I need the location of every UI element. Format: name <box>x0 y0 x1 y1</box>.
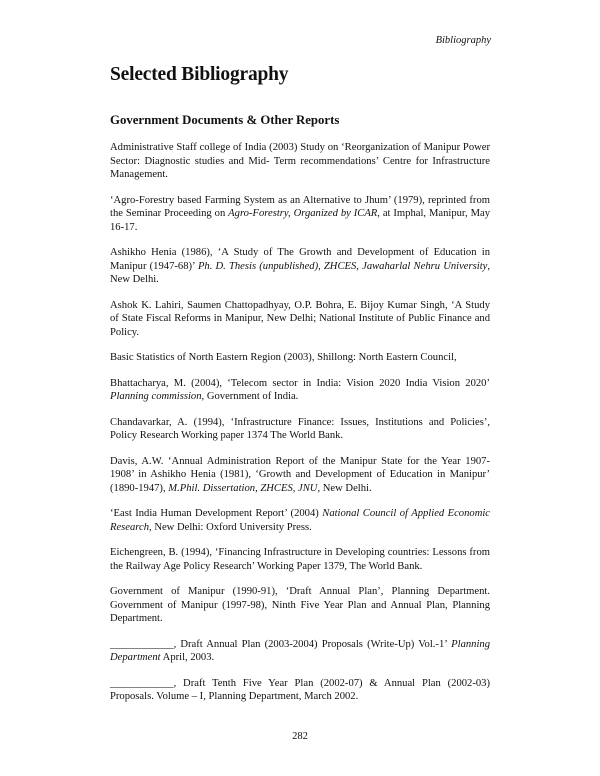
entry-text: , at Imphal, Manipur, May 16-17. <box>110 208 491 233</box>
italic-title-text: Planning Department <box>110 638 490 663</box>
entry-text: Basic Statistics of North Eastern Region (2003), Shillong: North Eastern Council, <box>110 352 457 363</box>
entry-text: April, 2003. <box>160 652 215 663</box>
bibliography-entry <box>110 416 490 443</box>
entry-text: ‘East India Human Development Report’ (2004) <box>110 508 323 519</box>
entry-text: ____________, Draft Annual Plan (2003-2004) Proposals (Write-Up) Vol.-1’ <box>110 638 452 650</box>
page-title: Selected Bibliography <box>110 64 289 85</box>
entry-text: Ashok K. Lahiri, Saumen Chattopadhyay, O.P. Bohra, E. Bijoy Kumar Singh, ‘A Study of State Fiscal Reforms in Manipur, New Delhi; National Institute of Public Finance and Policy. <box>110 299 490 338</box>
running-header: Bibliography <box>435 35 491 46</box>
entry-text: Administrative Staff college of India (2003) Study on ‘Reorganization of Manipur Power Sector: Diagnostic studies and Mid- Term recommendations’ Centre for Infrastructure Management. <box>110 142 490 180</box>
entry-text: Ashikho Henia (1986), ‘A Study of The Growth and Development of Education in Manipur (1947-68)’ <box>110 247 490 272</box>
entry-text: Chandavarkar, A. (1994), ‘Infrastructure Finance: Issues, Institutions and Policies’, Policy Research Working paper 1374 The World Bank. <box>110 416 490 441</box>
entry-text: Eichengreen, B. (1994), ‘Financing Infrastructure in Developing countries: Lessons from the Railway Age Policy Research’ Working Paper 1379, The World Bank. <box>110 547 490 572</box>
bibliography-entry <box>110 677 490 704</box>
bibliography-entry <box>110 507 490 534</box>
italic-title-text: Ph. D. Thesis (unpublished), ZHCES, Jawaharlal Nehru University <box>197 260 488 272</box>
bibliography-entry <box>110 351 490 365</box>
italic-title-text: National Council of Applied Economic Research <box>110 508 490 533</box>
bibliography-entry <box>110 377 490 404</box>
entry-text: , New Delhi. <box>110 260 490 285</box>
bibliography-entry <box>110 546 490 573</box>
entry-text: Government of Manipur (1990-91), ‘Draft Annual Plan’, Planning Department. Government of Manipur (1997-98), Ninth Five Year Plan and Annual Plan, Planning Department. <box>110 586 490 624</box>
bibliography-entry <box>110 455 490 496</box>
italic-title-text: Agro-Forestry, Organized by ICAR <box>228 208 378 219</box>
entry-text: Bhattacharya, M. (2004), ‘Telecom sector in India: Vision 2020 India Vision 2020’ <box>110 377 490 389</box>
bibliography-entry <box>110 194 490 235</box>
bibliography-entry <box>110 299 490 340</box>
italic-title-text: M.Phil. Dissertation, ZHCES, JNU <box>168 482 318 494</box>
entry-text: ____________, Draft Tenth Five Year Plan (2002-07) & Annual Plan (2002-03) Proposals. Volume – I, Planning Department, March 2002. <box>110 677 490 702</box>
section-heading: Government Documents & Other Reports <box>110 113 340 127</box>
page-number: 282 <box>292 731 308 742</box>
entry-text: ‘Agro-Forestry based Farming System as an Alternative to Jhum’ (1979), reprinted from the Seminar Proceeding on <box>110 194 490 219</box>
entry-text: , New Delhi: Oxford University Press. <box>149 521 312 533</box>
entry-text: Davis, A.W. ‘Annual Administration Report of the Manipur State for the Year 1907-1908’ in Ashikho Henia (1981), ‘Growth and Development of Education in Manipur’ (1890-1947), <box>110 455 490 494</box>
bibliography-entry <box>110 141 490 182</box>
entry-text: , Government of India. <box>201 391 299 402</box>
bibliography-entry <box>110 246 490 287</box>
bibliography-entry <box>110 585 490 626</box>
bibliography-list <box>110 141 490 716</box>
italic-title-text: Planning commission <box>110 391 202 402</box>
bibliography-entry <box>110 638 490 665</box>
entry-text: , New Delhi. <box>317 482 372 494</box>
